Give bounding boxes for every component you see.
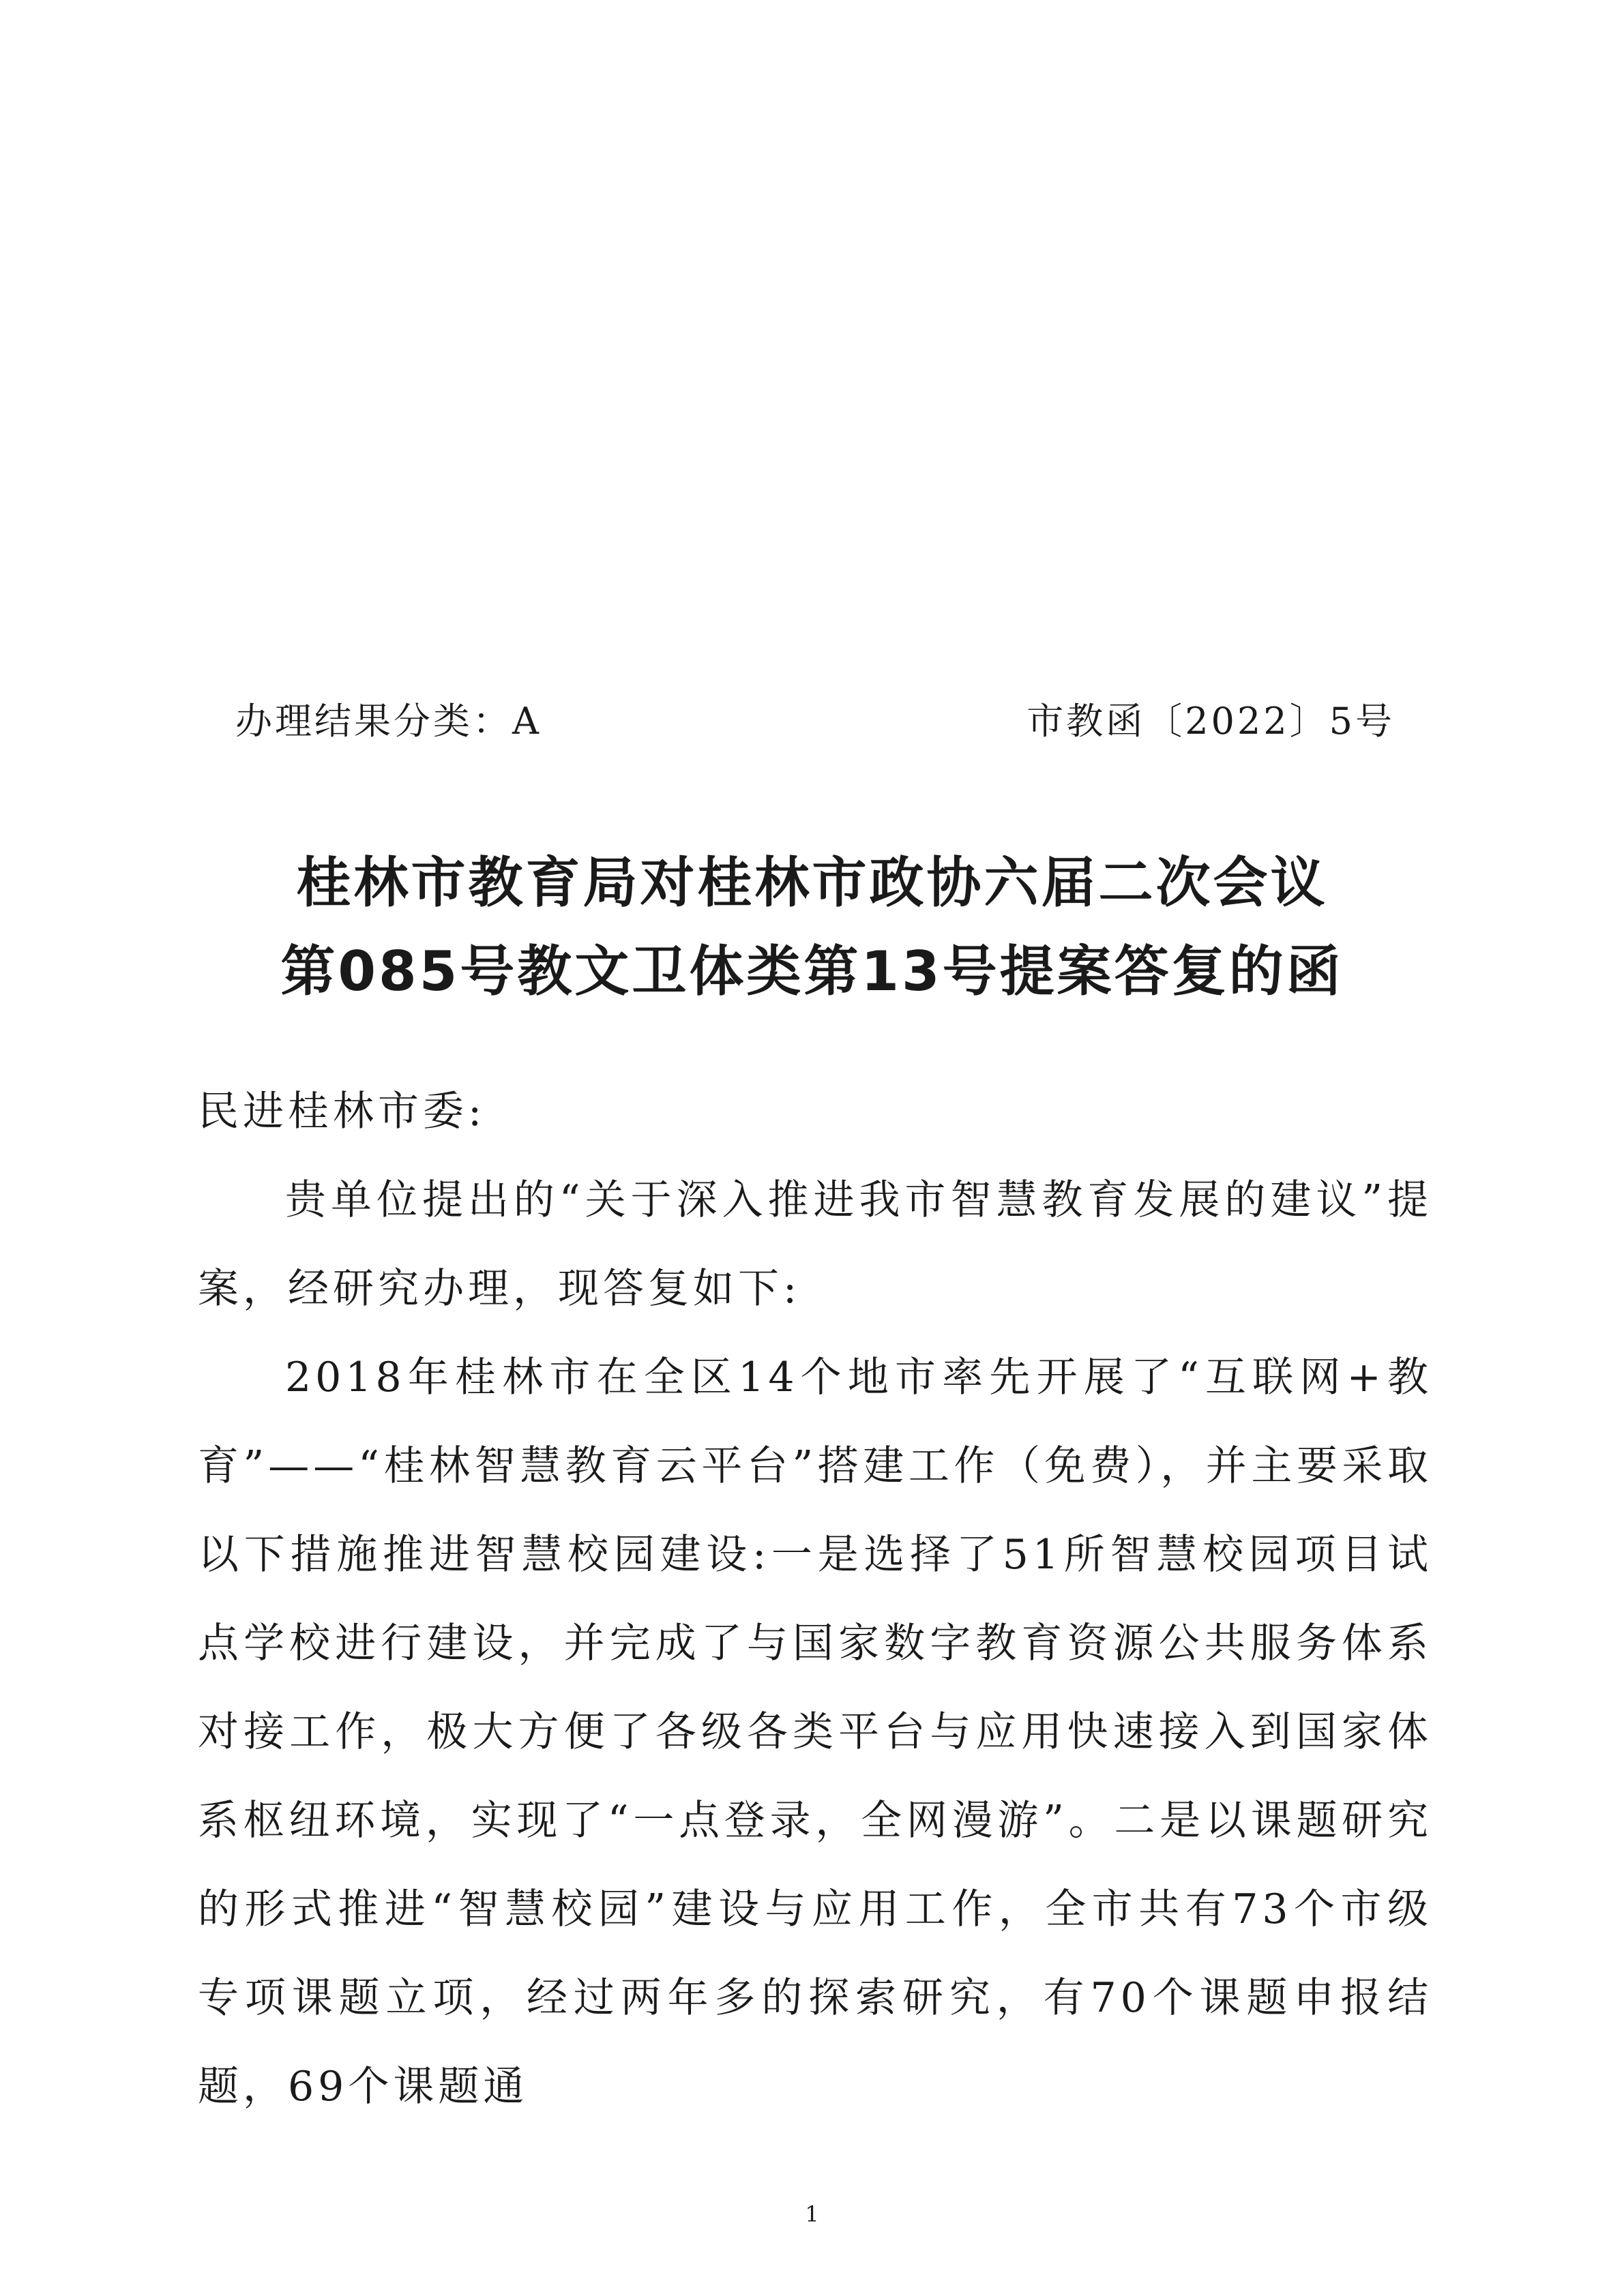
document-title-line-1: 桂林市教育局对桂林市政协六届二次会议 [296,851,1328,914]
paragraph-1: 贵单位提出的“关于深入推进我市智慧教育发展的建议”提案，经研究办理，现答复如下: [198,1176,1432,1313]
document-number: 市教函〔2022〕5号 [1027,700,1395,743]
result-category: 办理结果分类：A [235,700,542,743]
salutation: 民进桂林市委: [198,1088,486,1135]
letter-body [198,1067,1432,2131]
page-number: 1 [805,2201,819,2227]
document-header [235,694,1395,749]
document-title-line-2: 第085号教文卫体类第13号提案答复的函 [280,940,1344,1003]
paragraph-2: 2018年桂林市在全区14个地市率先开展了“互联网+教育”——“桂林智慧教育云平台”搭建工作（免费），并主要采取以下措施推进智慧校园建设:一是选择了51所智慧校园项目试点学校进行建设，并完成了与国家数字教育资源公共服务体系对接工作，极大方便了各级各类平台与应用快速接入到国家体系枢纽环境，实现了“一点登录，全网漫游”。二是以课题研究的形式推进“智慧校园”建设与应用工作，全市共有73个市级专项课题立项，经过两年多的探索研究，有70个课题申报结题，69个课题通 [198,1354,1432,2111]
